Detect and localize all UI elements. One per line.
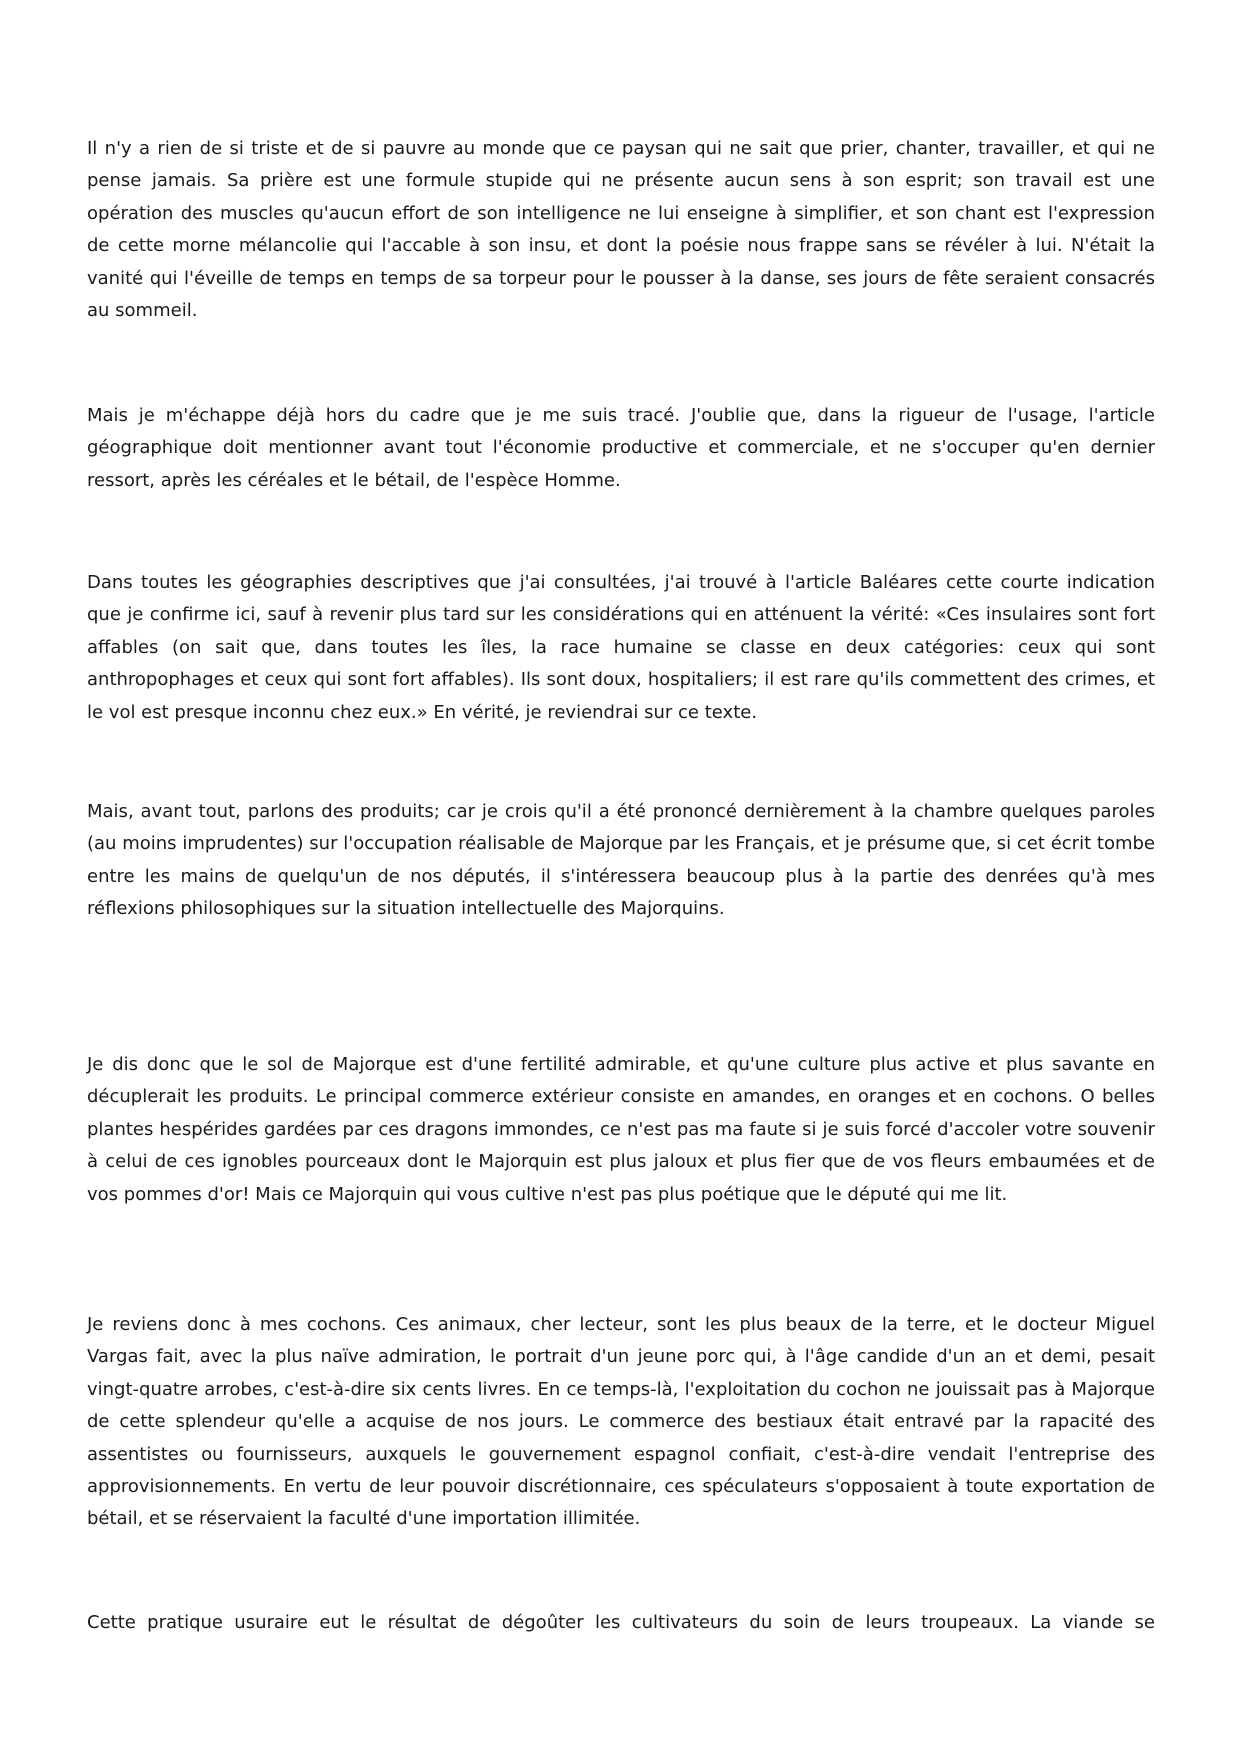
paragraph-6: Je reviens donc à mes cochons. Ces animaux, cher lecteur, sont les plus beaux de la terre, et le docteur Miguel Vargas fait, avec la plus naïve admiration, le portrait d'un jeune porc qui, à l'âge candide d'un an et demi, pesait vingt-quatre arrobes, c'est-à-dire six cents livres. En ce temps-là, l'exploitation du cochon ne jouissait pas à Majorque de cette splendeur qu'elle a acquise de nos jours. Le commerce des bestiaux était entravé par la rapacité des assentistes ou fournisseurs, auxquels le gouvernement espagnol confiait, c'est-à-dire vendait l'entreprise des approvisionnements. En vertu de leur pouvoir discrétionnaire, ces spéculateurs s'opposaient à toute exportation de bétail, et se réservaient la faculté d'une importation illimitée. xyxy=(87,1314,1155,1530)
paragraph-7: Cette pratique usuraire eut le résultat de dégoûter les cultivateurs du soin de leurs troupeaux. La viande se xyxy=(87,1612,1155,1633)
paragraph-3: Dans toutes les géographies descriptives que j'ai consultées, j'ai trouvé à l'article Baléares cette courte indication que je confirme ici, sauf à revenir plus tard sur les considérations qui en atténuent la vérité: «Ces insulaires sont fort affables (on sait que, dans toutes les îles, la race humaine se classe en deux catégories: ceux qui sont anthropophages et ceux qui sont fort affables). Ils sont doux, hospitaliers; il est rare qu'ils commettent des crimes, et le vol est presque inconnu chez eux.» En vérité, je reviendrai sur ce texte. xyxy=(87,572,1155,723)
paragraph-4: Mais, avant tout, parlons des produits; car je crois qu'il a été prononcé dernièrement à la chambre quelques paroles (au moins imprudentes) sur l'occupation réalisable de Majorque par les Français, et je présume que, si cet écrit tombe entre les mains de quelqu'un de nos députés, il s'intéressera beaucoup plus à la partie des denrées qu'à mes réflexions philosophiques sur la situation intellectuelle des Majorquins. xyxy=(87,801,1155,920)
paragraph-1: Il n'y a rien de si triste et de si pauvre au monde que ce paysan qui ne sait que prier, chanter, travailler, et qui ne pense jamais. Sa prière est une formule stupide qui ne présente aucun sens à son esprit; son travail est une opération des muscles qu'aucun effort de son intelligence ne lui enseigne à simplifier, et son chant est l'expression de cette morne mélancolie qui l'accable à son insu, et dont la poésie nous frappe sans se révéler à lui. N'était la vanité qui l'éveille de temps en temps de sa torpeur pour le pousser à la danse, ses jours de fête seraient consacrés au sommeil. xyxy=(87,138,1155,322)
paragraph-5: Je dis donc que le sol de Majorque est d'une fertilité admirable, et qu'une culture plus active et plus savante en décuplerait les produits. Le principal commerce extérieur consiste en amandes, en oranges et en cochons. O belles plantes hespérides gardées par ces dragons immondes, ce n'est pas ma faute si je suis forcé d'accoler votre souvenir à celui de ces ignobles pourceaux dont le Majorquin est plus jaloux et plus fier que de vos fleurs embaumées et de vos pommes d'or! Mais ce Majorquin qui vous cultive n'est pas plus poétique que le député qui me lit. xyxy=(87,1054,1155,1205)
paragraph-2: Mais je m'échappe déjà hors du cadre que je me suis tracé. J'oublie que, dans la rigueur de l'usage, l'article géographique doit mentionner avant tout l'économie productive et commerciale, et ne s'occuper qu'en dernier ressort, après les céréales et le bétail, de l'espèce Homme. xyxy=(87,405,1155,491)
